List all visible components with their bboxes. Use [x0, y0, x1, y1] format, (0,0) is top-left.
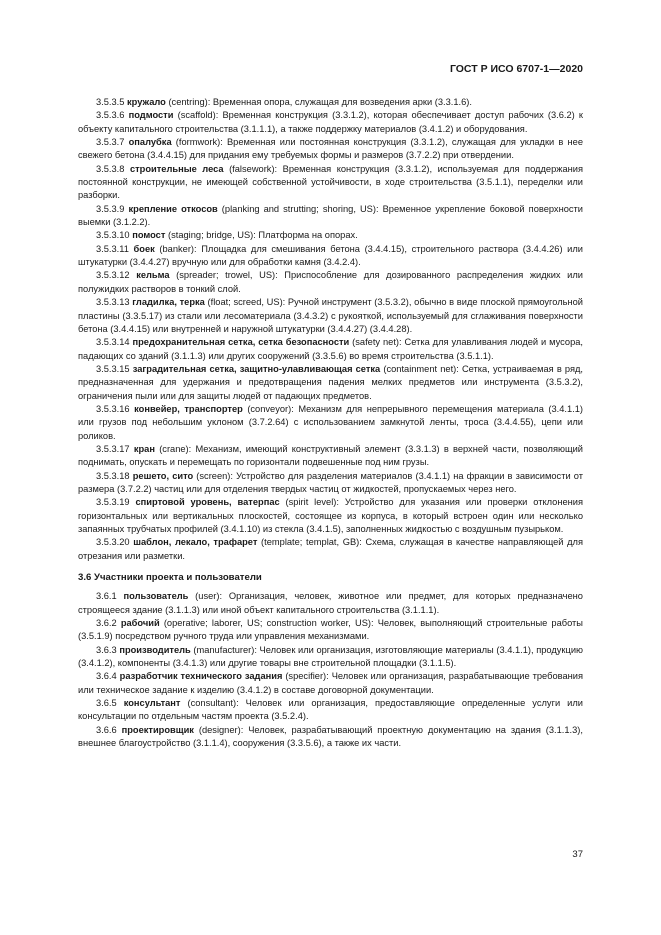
term-list-scaffolding	[78, 96, 583, 563]
term-definition: (containment net): Сетка, устраиваемая в ряд, предназначенная для удержания и предотвращения падения мелких предметов или инструмента (3.5.3.2), ограничения пыли или для защиты людей от падающих предметов.	[78, 363, 583, 401]
term-definition: (operative; laborer, US; construction worker, US): Человек, выполняющий строительные работы (3.5.1.9) посредством ручного труда или управления механизмами.	[78, 618, 583, 642]
term-name: боек	[133, 243, 155, 254]
term-definition: (spreader; trowel, US): Приспособление для дозированного распределения жидких или полужидких растворов в тонкий слой.	[78, 270, 583, 294]
term-name: производитель	[119, 644, 191, 655]
term-list-participants	[78, 590, 583, 750]
term-number: 3.5.3.20	[96, 537, 130, 548]
term-name: гладилка, терка	[132, 297, 205, 308]
term-entry	[78, 336, 583, 363]
term-entry	[78, 163, 583, 203]
term-entry	[78, 296, 583, 336]
term-definition: (user): Организация, человек, животное или предмет, для которых предназначено строящееся здание (3.1.1.3) или иной объект капитального строительства (3.1.1.1).	[78, 591, 583, 615]
term-definition: (designer): Человек, разрабатывающий проектную документацию на здания (3.1.1.3), внешнее благоустройство (3.1.1.4), сооружения (3.3.5.6), а также их части.	[78, 724, 583, 749]
term-entry	[78, 590, 583, 617]
term-entry	[78, 536, 583, 563]
term-entry	[78, 496, 583, 536]
term-entry	[78, 243, 583, 270]
term-definition: (falsework): Временная конструкция (3.3.1.2), используемая для поддержания постоянной конструкции, не имеющей собственной устойчивости, в ходе строительства (3.5.1.1), переделки или разборки.	[78, 163, 583, 201]
page-number: 37	[572, 849, 583, 860]
term-entry	[78, 697, 583, 724]
term-definition: (screen): Устройство для разделения материалов (3.4.1.1) на фракции в зависимости от размера (3.7.2.2) частиц или для отделения твердых частиц от жидкостей, пропускаемых через него.	[78, 470, 583, 494]
term-entry	[78, 644, 583, 671]
term-name: опалубка	[128, 137, 172, 148]
term-number: 3.5.3.17	[96, 443, 130, 454]
term-definition: (planking and strutting; shoring, US): Временное укрепление боковой поверхности выемки (3.1.2.2).	[78, 203, 583, 228]
term-name: пользователь	[123, 591, 189, 602]
term-name: кельма	[136, 270, 170, 281]
term-definition: (manufacturer): Человек или организация, изготовляющие материалы (3.4.1.1), продукцию (3.4.1.2), компоненты (3.4.1.3) или другие товары вне строительной площадки (3.1.1.5).	[78, 644, 583, 669]
term-number: 3.6.3	[96, 644, 117, 655]
term-name: разработчик технического задания	[119, 671, 283, 682]
term-name: консультант	[123, 698, 181, 709]
term-number: 3.5.3.12	[96, 270, 130, 281]
term-entry	[78, 229, 583, 242]
term-name: помост	[132, 230, 166, 241]
term-entry	[78, 363, 583, 403]
term-number: 3.5.3.10	[96, 230, 130, 241]
term-number: 3.5.3.9	[96, 203, 125, 214]
term-definition: (crane): Механизм, имеющий конструктивный элемент (3.3.1.3) в верхней части, позволяющий поднимать, опускать и перемещать по горизонтали подвешенные под ним грузы.	[78, 443, 583, 468]
term-number: 3.6.5	[96, 698, 117, 709]
term-number: 3.5.3.7	[96, 137, 125, 148]
term-name: решето, сито	[132, 470, 194, 481]
term-definition: (banker): Площадка для смешивания бетона (3.4.4.15), строительного раствора (3.4.4.26) или штукатурки (3.4.4.27) вручную или для обработки камня (3.4.2.4).	[78, 243, 583, 268]
term-definition: (safety net): Сетка для улавливания людей и мусора, падающих со зданий (3.1.1.3) или других сооружений (3.3.5.6) во время строительства (3.5.1.1).	[78, 337, 583, 361]
term-entry	[78, 96, 583, 109]
term-entry	[78, 617, 583, 644]
term-entry	[78, 136, 583, 163]
term-name: конвейер, транспортер	[134, 403, 243, 414]
term-definition: (formwork): Временная или постоянная конструкция (3.3.1.2), служащая для укладки в нее свежего бетона (3.4.4.15) для придания ему требуемых формы и размеров (3.7.2.2) при отвердении.	[78, 137, 584, 161]
term-number: 3.5.3.13	[96, 297, 130, 308]
section-heading: 3.6 Участники проекта и пользователи	[78, 572, 262, 584]
term-number: 3.6.1	[96, 591, 117, 602]
term-definition: (consultant): Человек или организация, предоставляющие определенные услуги или консультации по отдельным частям проекта (3.5.2.4).	[78, 698, 583, 722]
term-name: подмости	[128, 110, 174, 121]
term-number: 3.5.3.16	[96, 403, 130, 414]
document-body	[78, 96, 583, 751]
term-definition: (template; templat, GB): Схема, служащая в качестве направляющей для отрезания или разметки.	[78, 537, 583, 561]
term-name: кружало	[127, 97, 166, 107]
term-entry	[78, 403, 583, 443]
term-entry	[78, 269, 583, 296]
term-entry	[78, 670, 583, 697]
term-number: 3.6.4	[96, 671, 117, 682]
term-number: 3.5.3.8	[96, 163, 125, 174]
term-definition: (spirit level): Устройство для указания или проверки отклонения горизонтальных или вертикальных плоскостей, состоящее из корпуса, в который встроен один или несколько запаянных трубчатых профилей (3.4.1.10) из стекла (3.4.1.5), заполненных жидкостью с воздушным пузырьком.	[78, 497, 583, 534]
term-entry	[78, 470, 583, 497]
term-entry	[78, 443, 583, 470]
term-entry	[78, 724, 583, 751]
term-entry	[78, 203, 583, 230]
term-number: 3.5.3.15	[96, 363, 130, 374]
term-definition: (staging; bridge, US): Платформа на опорах.	[165, 230, 358, 241]
term-number: 3.6.2	[96, 618, 117, 629]
term-name: спиртовой уровень, ватерпас	[135, 497, 280, 508]
term-number: 3.5.3.14	[96, 337, 130, 348]
term-number: 3.5.3.6	[96, 110, 125, 121]
term-number: 3.5.3.11	[96, 243, 129, 254]
term-name: предохранительная сетка, сетка безопасности	[132, 337, 350, 348]
term-name: крепление откосов	[128, 203, 218, 214]
term-definition: (scaffold): Временная конструкция (3.3.1.2), которая обеспечивает доступ рабочих (3.6.2) к объекту капитального строительства (3.1.1.1), а также поддержку материалов (3.4.1.2) и оборудования.	[78, 110, 584, 134]
term-name: проектировщик	[121, 724, 194, 735]
term-number: 3.5.3.18	[96, 470, 130, 481]
term-name: заградительная сетка, защитно-улавливающая сетка	[132, 363, 381, 374]
term-number: 3.6.6	[96, 724, 117, 735]
term-number: 3.5.3.5	[96, 97, 125, 107]
term-definition: (float; screed, US): Ручной инструмент (3.5.3.2), обычно в виде плоской прямоугольной пластины (3.3.5.17) из стали или лесоматериала (3.4.3.2) с рукояткой, используемый для сглаживания поверхности бетона (3.4.4.15) или внутренней и наружной штукатурки (3.4.4.27) (3.4.4.28).	[78, 297, 583, 334]
term-name: строительные леса	[129, 163, 224, 174]
term-name: кран	[133, 443, 155, 454]
term-name: шаблон, лекало, трафарет	[133, 537, 258, 548]
term-entry	[78, 109, 583, 136]
term-number: 3.5.3.19	[96, 497, 130, 508]
term-definition: (centring): Временная опора, служащая для возведения арки (3.3.1.6).	[165, 97, 472, 107]
term-definition: (conveyor): Механизм для непрерывного перемещения материала (3.4.1.1) или грузов под небольшим уклоном (3.7.2.64) с использованием замкнутой ленты, троса (3.4.4.55), цепи или роликов.	[78, 403, 583, 441]
term-name: рабочий	[120, 618, 160, 629]
document-id: ГОСТ Р ИСО 6707-1—2020	[449, 63, 583, 75]
term-definition: (specifier): Человек или организация, разрабатывающие требования или техническое задание к изделию (3.4.1.2) в составе договорной документации.	[78, 671, 583, 695]
